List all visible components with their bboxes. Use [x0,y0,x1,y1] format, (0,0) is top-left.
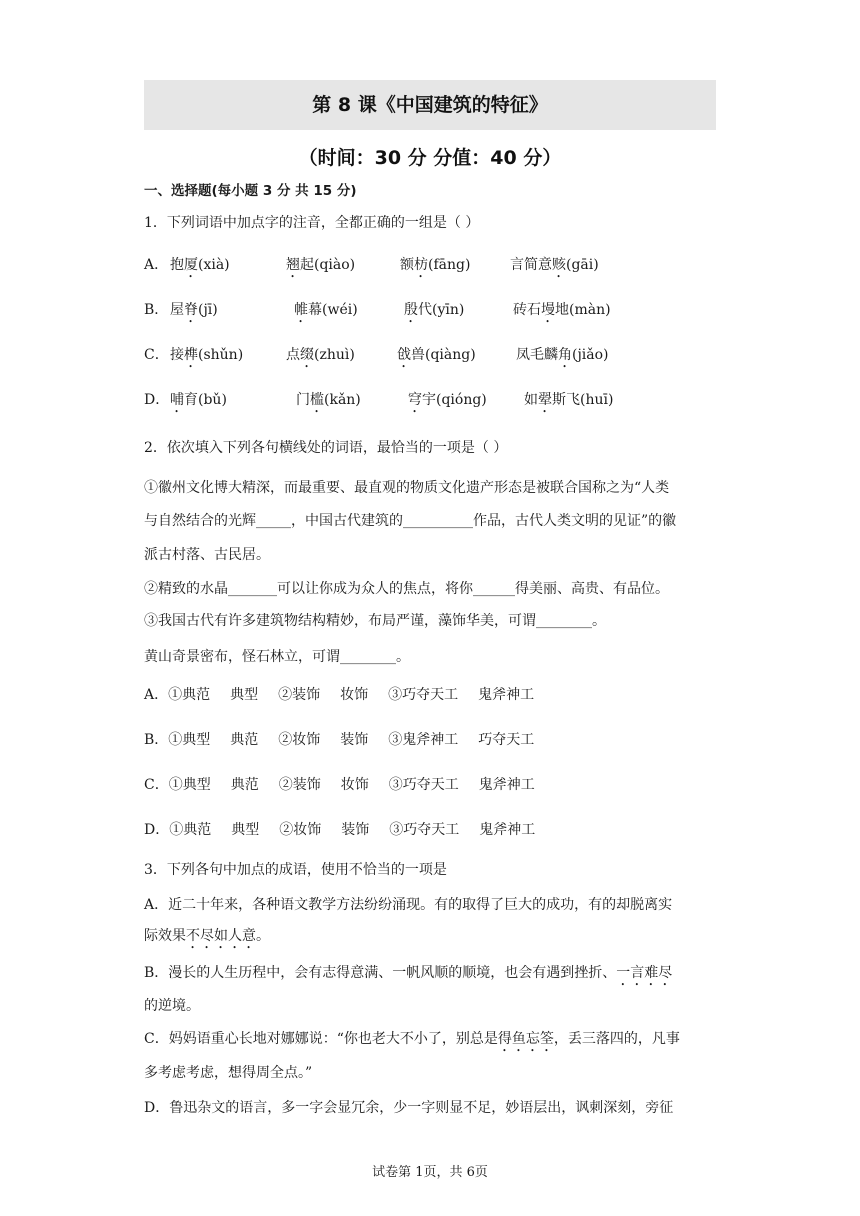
q2-passage-line: 与自然结合的光辉_____，中国古代建筑的__________作品，古代人类文明的见证”的徽 [144,513,677,529]
q1-c-word3: 戗兽(qiàng) [397,347,476,363]
q3-option-b[interactable]: B．漫长的人生历程中，会有志得意满、一帆风顺的顺境，也会有遇到挫折、一言难尽 [144,965,673,981]
q3-option-d[interactable]: D．鲁迅杂文的语言，多一字会显冗余，少一字则显不足，妙语层出，讽刺深刻，旁征 [144,1100,674,1116]
q2-option-a[interactable]: A．①典范 典型 ②装饰 妆饰 ③巧夺天工 鬼斧神工 [144,687,535,703]
q1-option-a-label[interactable]: A． [144,257,169,273]
q2-passage-line: ③我国古代有许多建筑物结构精妙，布局严谨，藻饰华美，可谓________。 [144,613,606,629]
q1-option-c-label[interactable]: C． [144,347,169,363]
q1-b-word4: 砖石墁地(màn) [513,302,611,318]
q2-passage-line: 黄山奇景密布，怪石林立，可谓________。 [144,649,410,665]
q1-c-word1: 接榫(shǔn) [170,347,244,363]
q3-option-c[interactable]: C．妈妈语重心长地对娜娜说：“你也老大不小了，别总是得鱼忘筌，丢三落四的，凡事 [144,1031,680,1047]
q1-b-word3: 殷代(yīn) [404,302,465,318]
q3-option-c-cont: 多考虑考虑，想得周全点。” [144,1065,313,1081]
q2-option-b[interactable]: B．①典型 典范 ②妆饰 装饰 ③鬼斧神工 巧夺天工 [144,732,535,748]
exam-info: （时间：30 分 分值：40 分） [298,147,562,169]
q3-option-a[interactable]: A．近二十年来，各种语文教学方法纷纷涌现。有的取得了巨大的成功，有的却脱离实 [144,897,673,913]
q2-stem: 2．依次填入下列各句横线处的词语，最恰当的一项是（ ） [144,440,508,456]
q1-a-word2: 翘起(qiào) [286,257,356,273]
q3-option-a-cont: 际效果不尽如人意。 [144,928,270,944]
q2-passage-line: ②精致的水晶_______可以让你成为众人的焦点，将你______得美丽、高贵、有品位。 [144,581,669,597]
q1-a-word1: 抱厦(xià) [170,257,230,273]
q1-b-word1: 屋脊(jī) [170,302,218,318]
q1-option-d-label[interactable]: D． [144,392,170,408]
q2-option-c[interactable]: C．①典型 典范 ②装饰 妆饰 ③巧夺天工 鬼斧神工 [144,777,535,793]
q1-d-word1: 哺育(bǔ) [170,392,227,408]
q1-d-word4: 如翚斯飞(huī) [524,392,614,408]
q1-d-word3: 穹宇(qióng) [408,392,487,408]
q1-a-word4: 言简意赅(gāi) [510,257,599,273]
q1-d-word2: 门槛(kǎn) [296,392,361,408]
q1-stem: 1．下列词语中加点字的注音，全都正确的一组是（ ） [144,215,480,231]
q3-stem: 3．下列各句中加点的成语，使用不恰当的一项是 [144,862,447,878]
q1-c-word4: 凤毛麟角(jiǎo) [516,347,609,363]
page-title: 第 8 课《中国建筑的特征》 [312,94,548,116]
q1-option-b-label[interactable]: B． [144,302,169,318]
q2-option-d[interactable]: D．①典范 典型 ②妆饰 装饰 ③巧夺天工 鬼斧神工 [144,822,536,838]
q1-b-word2: 帷幕(wéi) [294,302,358,318]
page-footer: 试卷第 1页，共 6页 [372,1165,488,1180]
q1-a-word3: 额枋(fāng) [400,257,471,273]
q3-option-b-cont: 的逆境。 [144,998,200,1014]
q2-passage-line: ①徽州文化博大精深，而最重要、最直观的物质文化遗产形态是被联合国称之为“人类 [144,480,670,496]
q1-c-word2: 点缀(zhuì) [286,347,355,363]
section-heading: 一、选择题(每小题 3 分 共 15 分) [144,183,357,199]
q2-passage-line: 派古村落、古民居。 [144,547,270,563]
